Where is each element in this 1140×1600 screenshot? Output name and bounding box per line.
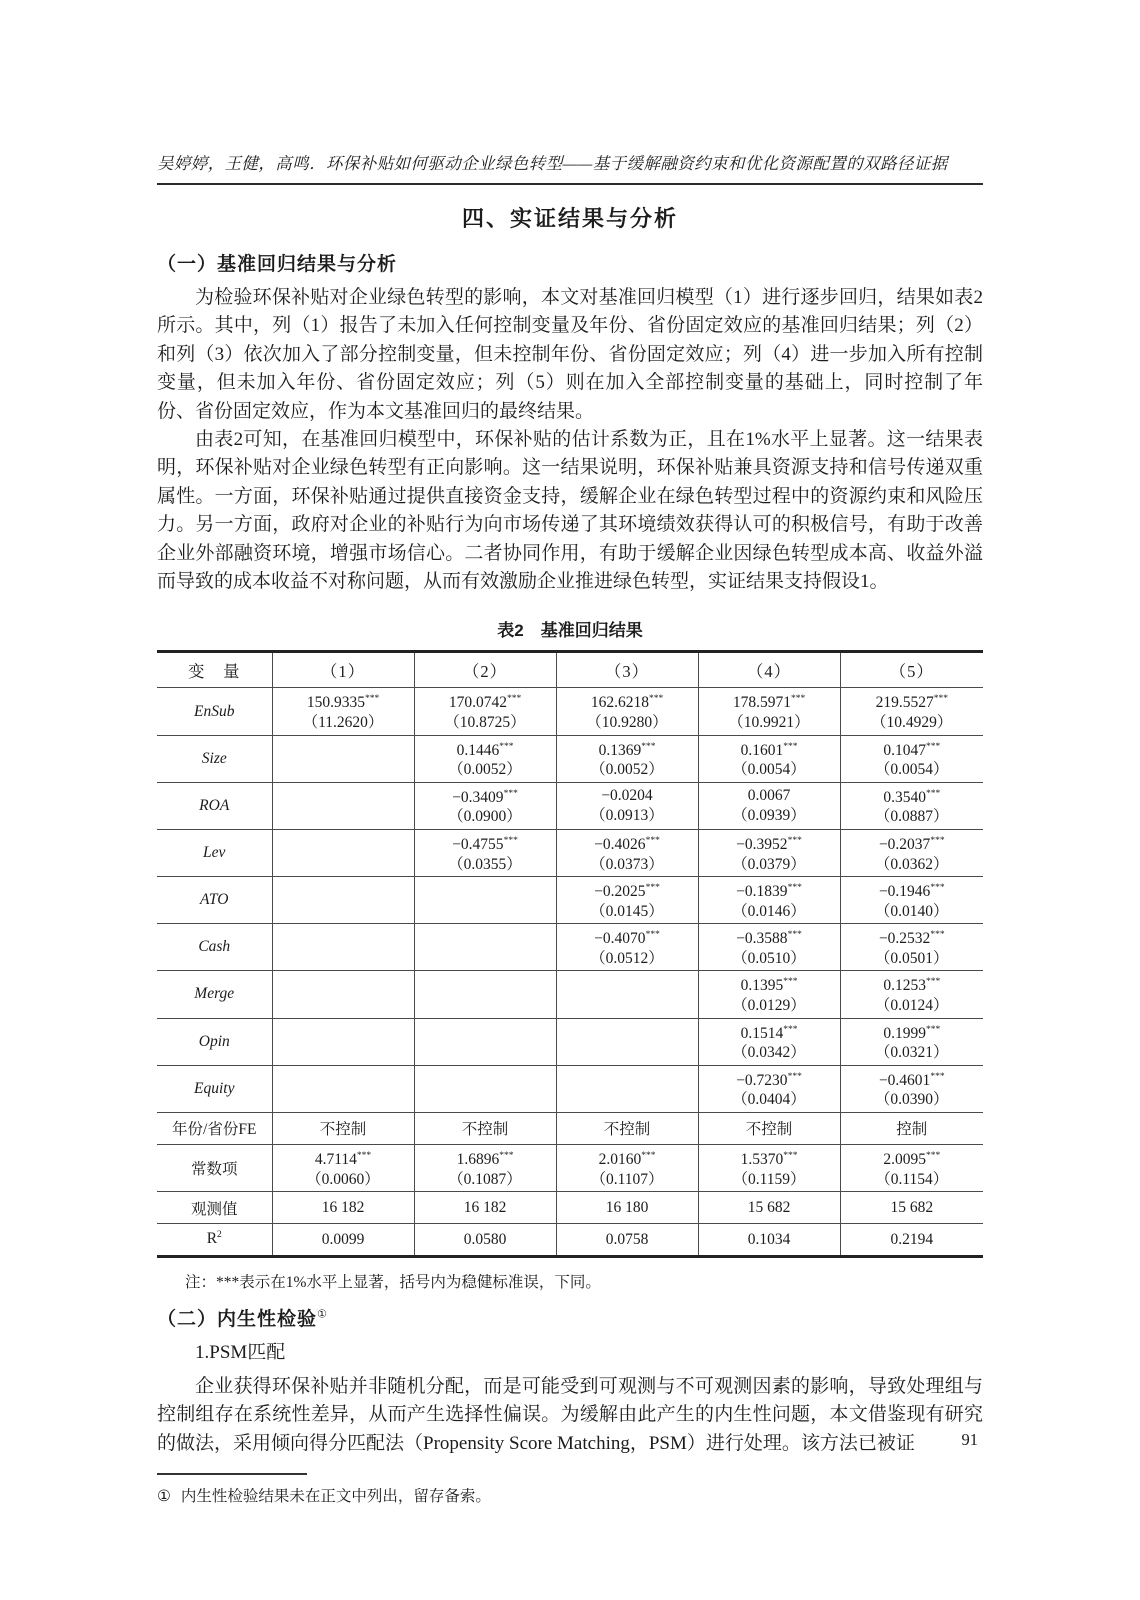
column-header-variable: 变 量	[157, 652, 272, 688]
psm-item-heading: 1.PSM匹配	[195, 1342, 286, 1364]
table-row	[157, 735, 983, 782]
table-cell	[272, 924, 414, 971]
row-label: $R^2$	[157, 1224, 272, 1257]
table-cell: −0.4601*** （0.0390）	[840, 1065, 983, 1112]
table-cell: 170.0742*** （10.8725）	[414, 688, 556, 735]
table-cell: 控制	[840, 1112, 983, 1144]
table-row	[157, 829, 983, 876]
footnote-text: 内生性检验结果未在正文中列出，留存备索。	[180, 1488, 491, 1506]
column-header-4: （4）	[698, 652, 840, 688]
table-cell: 不控制	[698, 1112, 840, 1144]
column-header-3: （3）	[556, 652, 698, 688]
table-row	[157, 924, 983, 971]
table-cell: 15 682	[698, 1192, 840, 1224]
row-label: Equity	[157, 1065, 272, 1112]
table-row	[157, 1144, 983, 1191]
table-cell: −0.3409*** （0.0900）	[414, 782, 556, 829]
table-cell: 0.1369*** （0.0052）	[556, 735, 698, 782]
table-cell	[272, 877, 414, 924]
table-cell: 0.3540*** （0.0887）	[840, 782, 983, 829]
table-row	[157, 782, 983, 829]
paragraph-1: 为检验环保补贴对企业绿色转型的影响，本文对基准回归模型（1）进行逐步回归，结果如表2所示。其中，列（1）报告了未加入任何控制变量及年份、省份固定效应的基准回归结果；列（2）和列（3）依次加入了部分控制变量，但未控制年份、省份固定效应；列（4）进一步加入所有控制变量，但未加入年份、省份固定效应；列（5）则在加入全部控制变量的基础上，同时控制了年份、省份固定效应，作为本文基准回归的最终结果。	[157, 287, 983, 422]
footnote-ref-superscript: ①	[317, 1308, 328, 1321]
table-cell	[272, 782, 414, 829]
table-cell: −0.2025*** （0.0145）	[556, 877, 698, 924]
table-cell: 0.0099	[272, 1224, 414, 1257]
table-cell: 4.7114*** （0.0060）	[272, 1144, 414, 1191]
row-label: Merge	[157, 971, 272, 1018]
table-cell: −0.2532*** （0.0501）	[840, 924, 983, 971]
table-cell: 0.0067 （0.0939）	[698, 782, 840, 829]
table-cell: 16 182	[272, 1192, 414, 1224]
row-label: Opin	[157, 1018, 272, 1065]
table-cell: −0.4755*** （0.0355）	[414, 829, 556, 876]
row-label: 观测值	[157, 1192, 272, 1224]
table-cell: 不控制	[414, 1112, 556, 1144]
table-cell	[556, 971, 698, 1018]
subsection-2-heading	[157, 1304, 983, 1331]
table-cell	[414, 1065, 556, 1112]
footnote-marker: ①	[157, 1488, 171, 1506]
table-cell	[272, 1018, 414, 1065]
table-cell	[272, 829, 414, 876]
table-cell	[272, 1065, 414, 1112]
table-cell	[272, 971, 414, 1018]
row-label: 常数项	[157, 1144, 272, 1191]
paragraph-3: 企业获得环保补贴并非随机分配，而是可能受到可观测与不可观测因素的影响，导致处理组与控制组存在系统性差异，从而产生选择性偏误。为缓解由此产生的内生性问题，本文借鉴现有研究的做法，采用倾向得分匹配法（Propensity Score Matching，PSM）进行处理。该方法已被证	[157, 1376, 983, 1454]
table-cell: −0.4026*** （0.0373）	[556, 829, 698, 876]
table-row	[157, 1065, 983, 1112]
footnote-rule	[157, 1473, 307, 1475]
table-cell: 219.5527*** （10.4929）	[840, 688, 983, 735]
table-cell: −0.4070*** （0.0512）	[556, 924, 698, 971]
table-cell	[556, 1065, 698, 1112]
table-cell: 0.0758	[556, 1224, 698, 1257]
column-header-2: （2）	[414, 652, 556, 688]
page-number: 91	[961, 1430, 978, 1449]
table-cell: −0.3952*** （0.0379）	[698, 829, 840, 876]
table-cell	[414, 924, 556, 971]
table-row	[157, 1192, 983, 1224]
row-label: 年份/省份FE	[157, 1112, 272, 1144]
table-cell: 0.1253*** （0.0124）	[840, 971, 983, 1018]
regression-table	[157, 650, 983, 1258]
subsection-1-heading: （一）基准回归结果与分析	[157, 254, 398, 275]
paragraph-2: 由表2可知，在基准回归模型中，环保补贴的估计系数为正，且在1%水平上显著。这一结果表明，环保补贴对企业绿色转型有正向影响。这一结果说明，环保补贴兼具资源支持和信号传递双重属性。一方面，环保补贴通过提供直接资金支持，缓解企业在绿色转型过程中的资源约束和风险压力。另一方面，政府对企业的补贴行为向市场传递了其环境绩效获得认可的积极信号，有助于改善企业外部融资环境，增强市场信心。二者协同作用，有助于缓解企业因绿色转型成本高、收益外溢而导致的成本收益不对称问题，从而有效激励企业推进绿色转型，实证结果支持假设1。	[157, 429, 983, 593]
table-cell: 15 682	[840, 1192, 983, 1224]
column-header-1: （1）	[272, 652, 414, 688]
table-caption	[157, 616, 983, 641]
table-cell: 0.2194	[840, 1224, 983, 1257]
table-cell: 0.1446*** （0.0052）	[414, 735, 556, 782]
table-cell: 2.0095*** （0.1154）	[840, 1144, 983, 1191]
table-cell	[414, 971, 556, 1018]
table-row	[157, 688, 983, 735]
column-header-5: （5）	[840, 652, 983, 688]
row-label: ATO	[157, 877, 272, 924]
table-row	[157, 971, 983, 1018]
running-head: 吴婷婷，王健，高鸣．环保补贴如何驱动企业绿色转型——基于缓解融资约束和优化资源配置的双路径证据	[157, 150, 983, 185]
table-cell: 0.1999*** （0.0321）	[840, 1018, 983, 1065]
table-cell: 不控制	[556, 1112, 698, 1144]
table-row	[157, 1112, 983, 1144]
table-cell: 162.6218*** （10.9280）	[556, 688, 698, 735]
table-cell: 16 180	[556, 1192, 698, 1224]
table-cell: 1.5370*** （0.1159）	[698, 1144, 840, 1191]
row-label: EnSub	[157, 688, 272, 735]
table-cell: 0.1034	[698, 1224, 840, 1257]
table-row	[157, 1018, 983, 1065]
table-cell: 0.0580	[414, 1224, 556, 1257]
table-cell: 0.1514*** （0.0342）	[698, 1018, 840, 1065]
footnote	[157, 1484, 983, 1506]
table-row	[157, 1224, 983, 1257]
table-cell	[272, 735, 414, 782]
section-title: 四、实证结果与分析	[461, 206, 678, 231]
table-caption-text: 基准回归结果	[540, 621, 643, 641]
table-cell: 1.6896*** （0.1087）	[414, 1144, 556, 1191]
table-note: 注：***表示在1%水平上显著，括号内为稳健标准误，下同。	[185, 1274, 601, 1292]
table-cell: −0.0204 （0.0913）	[556, 782, 698, 829]
table-cell: 2.0160*** （0.1107）	[556, 1144, 698, 1191]
table-cell: 150.9335*** （11.2620）	[272, 688, 414, 735]
table-header-row	[157, 652, 983, 688]
table-cell	[414, 1018, 556, 1065]
table-cell: 不控制	[272, 1112, 414, 1144]
table-cell: −0.1946*** （0.0140）	[840, 877, 983, 924]
table-cell	[414, 877, 556, 924]
row-label: ROA	[157, 782, 272, 829]
table-cell: −0.7230*** （0.0404）	[698, 1065, 840, 1112]
table-caption-label: 表2	[497, 621, 524, 641]
row-label: Size	[157, 735, 272, 782]
table-cell: 0.1601*** （0.0054）	[698, 735, 840, 782]
row-label: Cash	[157, 924, 272, 971]
subsection-2-heading-text: （二）内生性检验	[157, 1309, 318, 1331]
table-cell: −0.3588*** （0.0510）	[698, 924, 840, 971]
table-cell: 178.5971*** （10.9921）	[698, 688, 840, 735]
table-cell: −0.2037*** （0.0362）	[840, 829, 983, 876]
table-cell: −0.1839*** （0.0146）	[698, 877, 840, 924]
table-cell: 0.1395*** （0.0129）	[698, 971, 840, 1018]
row-label: Lev	[157, 829, 272, 876]
table-cell: 16 182	[414, 1192, 556, 1224]
table-cell: 0.1047*** （0.0054）	[840, 735, 983, 782]
table-cell	[556, 1018, 698, 1065]
table-row	[157, 877, 983, 924]
